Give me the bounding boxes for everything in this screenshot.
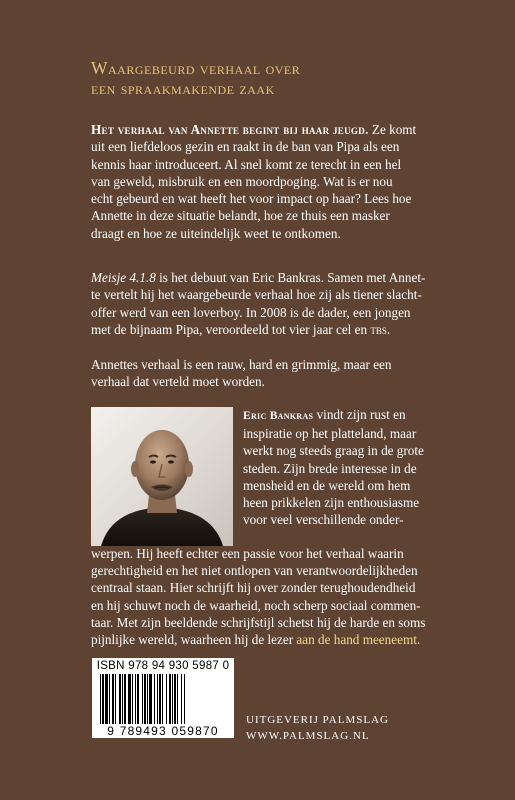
blurb-text: is het debuut van Eric Bankras. Samen met Annet-: [155, 270, 426, 285]
bio-line: voor veel verschillende onder-: [243, 512, 404, 528]
blurb-paragraph-2: [91, 269, 425, 338]
barcode-bar: [147, 674, 148, 724]
author-photo: [91, 407, 233, 546]
bio-line: taar. Met zijn beeldende schrijfstijl schetst hij de harde en soms: [91, 614, 426, 630]
barcode-bar: [154, 674, 155, 724]
barcode-bar: [124, 674, 126, 724]
barcode-bar: [115, 674, 116, 724]
author-bio-side: [243, 406, 427, 528]
isbn-barcode: [92, 658, 234, 738]
bio-highlight: aan de hand meeneemt: [296, 632, 417, 648]
bio-text: vindt zijn rust en: [313, 407, 406, 422]
barcode-bar: [128, 674, 131, 724]
publisher-info: [246, 712, 389, 744]
barcode-bar: [172, 674, 173, 724]
blurb-line: verhaal dat verteld moet worden.: [91, 374, 265, 390]
barcode-bar: [122, 674, 123, 724]
barcode-bar: [162, 674, 163, 724]
bio-line: centraal staan. Hier schrijft hij over zonder terughoudendheid: [91, 580, 416, 596]
blurb-line: echt gebeurd en wat heeft het voor impact op haar? Lees hoe: [91, 191, 412, 207]
blurb-line: Annette in deze situatie belandt, hoe ze thuis een masker: [91, 208, 390, 224]
bio-line: mensheid en de wereld om hem: [243, 477, 411, 493]
blurb-line: uit een liefdeloos gezin en raakt in de ban van Pipa als een: [91, 139, 400, 155]
heading-line-2: een spraakmakende zaak: [91, 78, 275, 98]
barcode-bars: [100, 674, 226, 724]
author-name: Eric Bankras: [243, 410, 314, 422]
barcode-bar: [184, 674, 185, 724]
barcode-bar: [177, 674, 178, 724]
tbs-abbreviation: tbs: [370, 321, 387, 337]
blurb-text: Ze komt: [368, 122, 417, 137]
blurb-paragraph-3: [91, 356, 425, 391]
blurb-line: [91, 269, 425, 286]
barcode-bar: [142, 674, 143, 724]
blurb-line: van geweld, misbruik en een moordpoging. Wat is er nou: [91, 173, 393, 189]
blurb-line: offer werd van een loverboy. In 2008 is de dader, een jongen: [91, 304, 411, 320]
barcode-bar: [112, 674, 114, 724]
author-portrait-illustration: [91, 407, 233, 546]
barcode-bar: [102, 674, 104, 724]
barcode-bar: [174, 674, 176, 724]
barcode-bar: [105, 674, 108, 724]
blurb-text: .: [386, 321, 391, 337]
bio-line: [243, 406, 427, 425]
barcode-bar: [181, 674, 182, 724]
bio-line: steden. Zijn brede interesse in de: [243, 460, 417, 476]
barcode-bar: [157, 674, 158, 724]
bio-line: gerechtigheid en het niet ontlopen van verantwoordelijkheden: [91, 563, 418, 579]
barcode-bar: [166, 674, 167, 724]
bio-line: werpen. Hij heeft echter een passie voor het verhaal waarin: [91, 546, 404, 561]
heading-line-1: Waargebeurd verhaal over: [91, 58, 301, 78]
bio-line: inspiratie op het platteland, maar: [243, 426, 417, 442]
blurb-lead: Het verhaal van Annette begint bij haar jeugd.: [91, 122, 369, 137]
blurb-line: [91, 321, 425, 338]
publisher-name: UITGEVERIJ PALMSLAG: [246, 714, 389, 726]
barcode-bar: [169, 674, 171, 724]
barcode-bar: [109, 674, 110, 724]
blurb-line: [91, 121, 425, 138]
bio-text: .: [416, 632, 421, 648]
barcode-bar: [132, 674, 133, 724]
blurb-line: te vertelt hij het waargebeurde verhaal hoe zij als tiener slacht-: [91, 287, 422, 303]
barcode-bar: [149, 674, 152, 724]
bio-text: pijnlijke wereld, waarheen hij de lezer: [91, 632, 297, 648]
barcode-bar: [119, 674, 121, 724]
isbn-label: ISBN 978 94 930 5987 0: [96, 660, 230, 672]
blurb-paragraph-1: [91, 121, 425, 242]
barcode-bar: [137, 674, 139, 724]
bio-line: en hij schuwt noch de waarheid, noch scherp sociaal commen-: [91, 597, 421, 613]
blurb-line: kennis haar introduceert. Al snel komt ze terecht in een hel: [91, 156, 402, 172]
blurb-line: Annettes verhaal is een rauw, hard en grimmig, maar een: [91, 357, 392, 372]
blurb-line: draagt en hoe ze uiteindelijk weet te ontkomen.: [91, 225, 341, 241]
isbn-digits: 9 789493 059870: [107, 724, 219, 738]
barcode-bar: [100, 674, 101, 724]
bio-line: [91, 631, 425, 648]
bio-line: werkt nog steeds graag in de grote: [243, 443, 424, 459]
book-title: Meisje 4.1.8: [91, 270, 156, 285]
barcode-bar: [135, 674, 136, 724]
publisher-url: WWW.PALMSLAG.NL: [246, 730, 370, 742]
blurb-text: met de bijnaam Pipa, veroordeeld tot vier jaar cel en: [91, 321, 371, 337]
author-bio-full: [91, 545, 425, 648]
bio-line: heen prikkelen zijn enthousiasme: [243, 495, 420, 511]
cover-heading: [91, 58, 421, 98]
barcode-bar: [144, 674, 146, 724]
barcode-bar: [159, 674, 161, 724]
